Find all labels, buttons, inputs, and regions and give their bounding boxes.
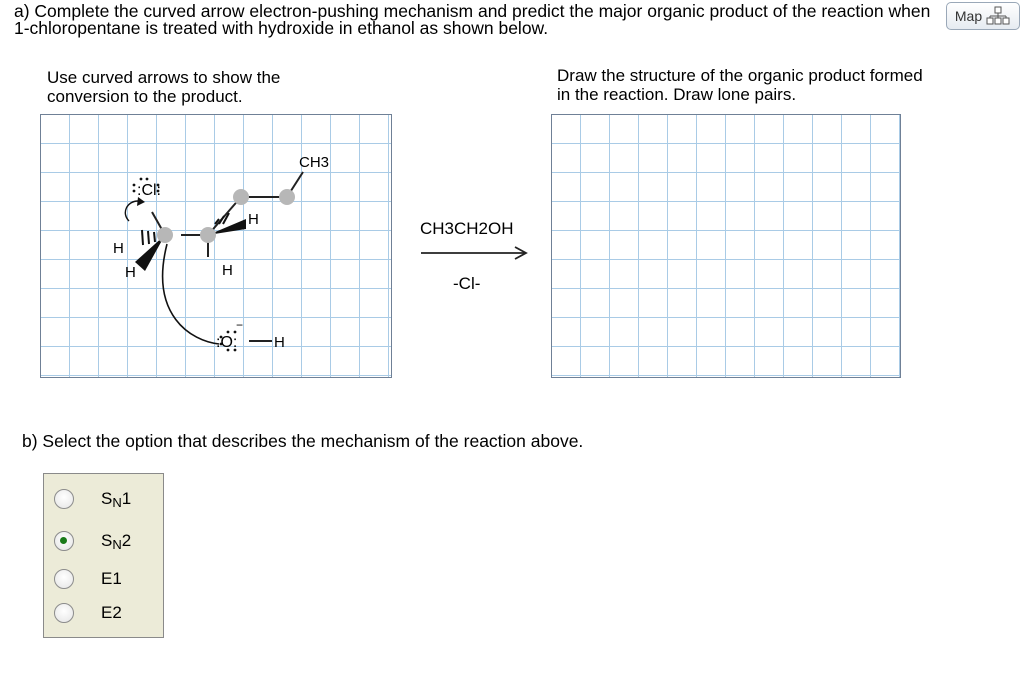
reagent-byproduct: -Cl- xyxy=(453,274,481,293)
radio-sn1[interactable] xyxy=(54,489,74,509)
reagent-solvent: CH3CH2OH xyxy=(420,219,514,238)
radio-e1[interactable] xyxy=(54,569,74,589)
right-panel-caption: Draw the structure of the organic product formed in the reaction. Draw lone pairs. xyxy=(557,66,923,104)
map-tree-icon xyxy=(985,6,1011,26)
h-label-4: H xyxy=(222,262,233,279)
option-e2[interactable]: E2 xyxy=(54,600,122,626)
mechanism-structure xyxy=(41,115,393,379)
left-panel-caption: Use curved arrows to show the conversion to the product. xyxy=(47,68,281,106)
oxygen-label: :O: xyxy=(216,334,238,351)
radio-sn2[interactable] xyxy=(54,531,74,551)
ch3-label: CH3 xyxy=(299,154,330,171)
option-sn1[interactable]: $S_N1$ xyxy=(54,486,131,512)
question-a-text: a) Complete the curved arrow electron-pushing mechanism and predict the major organic product of the reaction when 1-chloropentane is treated with hydroxide in ethanol as shown below. xyxy=(14,1,931,38)
question-b-text: b) Select the option that describes the mechanism of the reaction above. xyxy=(22,431,584,451)
h-label-2: H xyxy=(113,240,124,257)
chlorine-label: :Cl: xyxy=(137,182,161,199)
h-label-1: H xyxy=(248,211,259,228)
radio-e2[interactable] xyxy=(54,603,74,623)
mechanism-canvas[interactable] xyxy=(40,114,392,378)
charge-label: − xyxy=(236,318,244,332)
reaction-arrow xyxy=(413,210,533,300)
product-canvas[interactable] xyxy=(551,114,901,378)
option-sn2[interactable]: $S_N2$ xyxy=(54,528,131,554)
oh-h-label: H xyxy=(274,334,285,351)
map-button-label: Map xyxy=(954,8,983,24)
h-label-3: H xyxy=(125,264,136,281)
map-button[interactable] xyxy=(946,2,1020,30)
right-arrow-icon xyxy=(419,246,531,260)
option-e1[interactable]: E1 xyxy=(54,566,122,592)
mechanism-options xyxy=(43,473,164,638)
